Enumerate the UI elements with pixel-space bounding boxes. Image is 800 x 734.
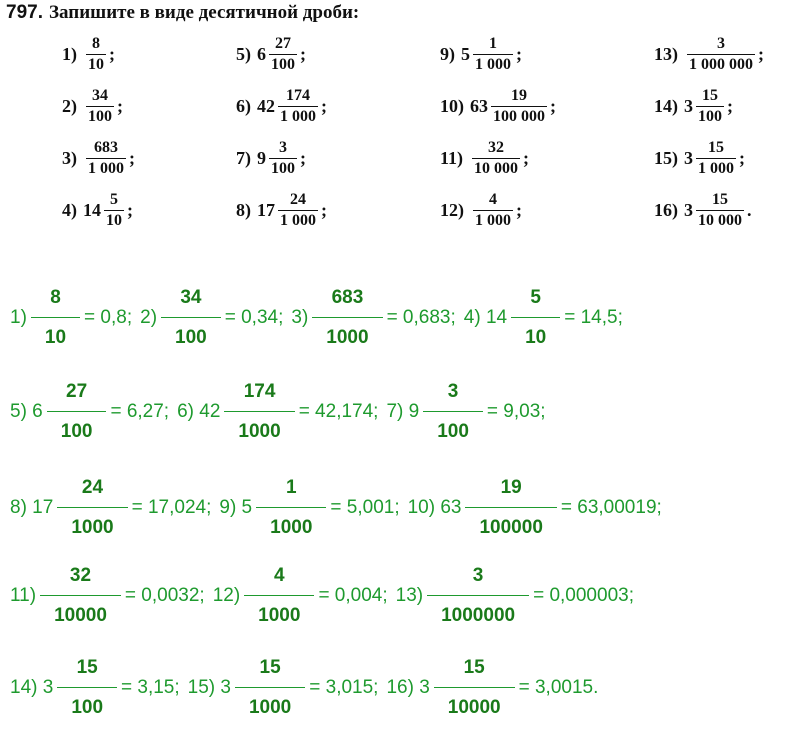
fraction-numerator: 5 — [110, 191, 118, 208]
task-label: 9) — [440, 44, 455, 64]
fraction-numerator: 174 — [286, 87, 310, 104]
task-label: 14) — [654, 96, 678, 116]
task-whole-part: 3 — [684, 96, 693, 116]
answer-prefix: 11) — [10, 584, 37, 606]
answer-item — [6, 658, 184, 717]
fraction-numerator: 8 — [92, 35, 100, 52]
task-label: 4) — [62, 200, 77, 220]
fraction-denominator: 1 000 — [88, 160, 124, 177]
task-item — [236, 140, 306, 177]
task-fraction — [278, 88, 318, 125]
task-item — [62, 36, 115, 73]
task-punct: ; — [129, 148, 135, 168]
answer-prefix: 7) 9 — [386, 400, 420, 422]
task-punct: ; — [109, 44, 115, 64]
fraction-denominator: 10 000 — [698, 212, 742, 229]
fraction-denominator: 100 — [47, 411, 107, 441]
task-fraction — [696, 88, 724, 125]
answer-item — [173, 382, 382, 441]
fraction-numerator: 15 — [463, 657, 485, 678]
fraction-denominator: 1000 — [235, 687, 305, 717]
task-item — [440, 192, 522, 229]
fraction-numerator: 24 — [81, 477, 104, 498]
fraction-numerator: 1 — [489, 35, 497, 52]
exercise-title: Запишите в виде десятичной дроби: — [48, 2, 360, 23]
fraction-denominator: 10 — [511, 317, 560, 347]
answer-item — [6, 566, 209, 625]
fraction-denominator: 100 000 — [493, 108, 545, 125]
fraction-denominator: 1 000 000 — [689, 56, 753, 73]
task-label: 15) — [654, 148, 678, 168]
answer-result: = 0,000003; — [533, 584, 634, 606]
answer-item — [287, 288, 459, 347]
task-label: 11) — [440, 148, 464, 168]
answer-result: = 0,34; — [224, 306, 284, 328]
fraction-numerator: 683 — [94, 139, 118, 156]
answer-prefix: 14) 3 — [10, 676, 54, 698]
task-item — [440, 88, 556, 125]
answer-fraction — [57, 658, 117, 717]
fraction-denominator: 1 000 — [475, 212, 511, 229]
answer-item — [392, 566, 638, 625]
answer-result: = 6,27; — [110, 400, 170, 422]
task-fraction — [687, 36, 755, 73]
task-fraction — [86, 88, 114, 125]
answer-fraction — [235, 658, 305, 717]
task-whole-part: 6 — [257, 44, 266, 64]
answer-prefix: 3) — [291, 306, 309, 328]
fraction-numerator: 174 — [243, 381, 276, 402]
answer-item — [215, 478, 403, 537]
task-fraction — [86, 36, 106, 73]
task-item — [654, 192, 752, 229]
fraction-denominator: 1000 — [312, 317, 382, 347]
fraction-numerator: 15 — [712, 191, 728, 208]
task-label: 6) — [236, 96, 251, 116]
fraction-numerator: 1 — [285, 477, 297, 498]
answer-prefix: 16) 3 — [386, 676, 430, 698]
answer-result: = 63,00019; — [560, 496, 662, 518]
task-item — [62, 88, 123, 125]
task-item — [654, 140, 745, 177]
answer-result: = 0,683; — [386, 306, 456, 328]
task-whole-part: 42 — [257, 96, 275, 116]
fraction-numerator: 4 — [489, 191, 497, 208]
answer-fraction — [161, 288, 221, 347]
fraction-numerator: 27 — [66, 381, 88, 402]
task-whole-part: 14 — [83, 200, 101, 220]
answer-prefix: 8) 17 — [10, 496, 54, 518]
task-punct: ; — [117, 96, 123, 116]
fraction-denominator: 10 000 — [474, 160, 519, 177]
task-label: 1) — [62, 44, 77, 64]
fraction-numerator: 32 — [488, 139, 505, 156]
answer-fraction — [434, 658, 515, 717]
answer-prefix: 13) — [395, 584, 424, 606]
task-label: 10) — [440, 96, 464, 116]
answer-result: = 0,004; — [318, 584, 388, 606]
fraction-denominator: 10000 — [434, 687, 515, 717]
answer-item — [6, 478, 215, 537]
answer-item — [382, 382, 549, 441]
answer-item — [136, 288, 287, 347]
answer-fraction — [423, 382, 483, 441]
task-fraction — [278, 192, 318, 229]
fraction-numerator: 32 — [69, 565, 92, 586]
fraction-numerator: 34 — [180, 287, 202, 308]
fraction-denominator: 1000 — [244, 595, 314, 625]
task-item — [654, 88, 733, 125]
task-punct: ; — [550, 96, 556, 116]
fraction-denominator: 1000 — [57, 507, 127, 537]
answer-item — [6, 288, 136, 347]
fraction-numerator: 4 — [274, 565, 285, 586]
fraction-numerator: 3 — [717, 35, 725, 52]
fraction-numerator: 8 — [50, 287, 61, 308]
fraction-numerator: 3 — [279, 139, 287, 156]
exercise-header — [6, 2, 359, 24]
task-fraction — [104, 192, 124, 229]
answer-item — [209, 566, 392, 625]
fraction-numerator: 34 — [92, 87, 108, 104]
fraction-denominator: 100 — [698, 108, 722, 125]
fraction-numerator: 24 — [290, 191, 306, 208]
fraction-numerator: 15 — [76, 657, 98, 678]
fraction-numerator: 19 — [500, 477, 522, 498]
fraction-denominator: 1000 — [224, 411, 294, 441]
fraction-denominator: 10 — [88, 56, 104, 73]
task-whole-part: 9 — [257, 148, 266, 168]
fraction-denominator: 100 — [88, 108, 112, 125]
task-fraction — [269, 140, 297, 177]
answer-result: = 5,001; — [330, 496, 400, 518]
task-label: 8) — [236, 200, 251, 220]
task-punct: ; — [727, 96, 733, 116]
task-item — [236, 36, 306, 73]
task-punct: ; — [523, 148, 530, 168]
task-label: 13) — [654, 44, 678, 64]
task-fraction — [491, 88, 547, 125]
answer-prefix: 6) 42 — [177, 400, 221, 422]
answer-result: = 0,8; — [84, 306, 133, 328]
answer-prefix: 1) — [10, 306, 27, 328]
task-label: 3) — [62, 148, 77, 168]
task-item — [236, 88, 327, 125]
fraction-denominator: 1 000 — [280, 108, 316, 125]
task-fraction — [269, 36, 297, 73]
fraction-numerator: 15 — [702, 87, 718, 104]
task-punct: ; — [127, 200, 133, 220]
fraction-denominator: 1 000 — [698, 160, 734, 177]
task-fraction — [86, 140, 126, 177]
task-fraction — [473, 192, 513, 229]
answer-fraction — [511, 288, 560, 347]
task-whole-part: 5 — [461, 44, 470, 64]
answer-item — [382, 658, 602, 717]
task-label: 16) — [654, 200, 678, 220]
task-fraction — [696, 140, 736, 177]
answer-fraction — [465, 478, 556, 537]
fraction-denominator: 100 — [161, 317, 221, 347]
task-label: 2) — [62, 96, 77, 116]
answer-item — [404, 478, 666, 537]
fraction-denominator: 100 — [423, 411, 483, 441]
answer-item — [460, 288, 627, 347]
answer-prefix: 2) — [140, 306, 158, 328]
task-item — [440, 140, 529, 177]
task-item — [62, 140, 135, 177]
task-punct: ; — [300, 44, 306, 64]
task-item — [654, 36, 764, 73]
task-punct: ; — [321, 200, 327, 220]
answer-fraction — [40, 566, 121, 625]
fraction-denominator: 1 000 — [475, 56, 511, 73]
answer-result: = 14,5; — [564, 306, 623, 328]
answer-fraction — [224, 382, 294, 441]
fraction-denominator: 100 — [271, 160, 295, 177]
task-punct: ; — [758, 44, 764, 64]
answer-prefix: 15) 3 — [187, 676, 231, 698]
task-label: 7) — [236, 148, 251, 168]
answer-fraction — [57, 478, 127, 537]
answer-prefix: 12) — [212, 584, 241, 606]
answer-prefix: 5) 6 — [10, 400, 43, 422]
answer-result: = 3,015; — [309, 676, 379, 698]
task-punct: ; — [321, 96, 327, 116]
fraction-denominator: 1 000 — [280, 212, 316, 229]
fraction-numerator: 15 — [708, 139, 724, 156]
fraction-denominator: 100000 — [465, 507, 556, 537]
answer-fraction — [244, 566, 314, 625]
task-whole-part: 17 — [257, 200, 275, 220]
fraction-denominator: 100 — [57, 687, 117, 717]
fraction-numerator: 15 — [259, 657, 281, 678]
fraction-denominator: 10 — [31, 317, 80, 347]
answer-result: = 42,174; — [298, 400, 379, 422]
answer-fraction — [312, 288, 382, 347]
answer-item — [184, 658, 383, 717]
fraction-denominator: 10000 — [40, 595, 121, 625]
task-label: 12) — [440, 200, 464, 220]
task-whole-part: 3 — [684, 148, 693, 168]
task-fraction — [696, 192, 744, 229]
fraction-numerator: 683 — [331, 287, 364, 308]
answer-result: = 9,03; — [486, 400, 546, 422]
answer-item — [6, 382, 173, 441]
fraction-numerator: 27 — [275, 35, 291, 52]
task-punct: ; — [516, 44, 522, 64]
fraction-denominator: 1000 — [256, 507, 326, 537]
task-whole-part: 3 — [684, 200, 693, 220]
fraction-numerator: 3 — [447, 381, 459, 402]
task-item — [236, 192, 327, 229]
task-punct: ; — [300, 148, 306, 168]
answer-result: = 17,024; — [131, 496, 212, 518]
answer-prefix: 10) 63 — [407, 496, 462, 518]
task-fraction — [473, 36, 513, 73]
task-punct: ; — [739, 148, 745, 168]
task-whole-part: 63 — [470, 96, 488, 116]
fraction-denominator: 100 — [271, 56, 295, 73]
fraction-denominator: 1000000 — [427, 595, 529, 625]
task-punct: . — [747, 200, 752, 220]
answer-result: = 0,0032; — [124, 584, 205, 606]
task-item — [440, 36, 522, 73]
task-fraction — [472, 140, 520, 177]
answer-prefix: 9) 5 — [219, 496, 253, 518]
answer-fraction — [427, 566, 529, 625]
fraction-numerator: 19 — [511, 87, 527, 104]
fraction-numerator: 3 — [472, 565, 484, 586]
task-item — [62, 192, 133, 229]
answer-result: = 3,15; — [121, 676, 180, 698]
fraction-denominator: 10 — [106, 212, 122, 229]
answer-fraction — [47, 382, 107, 441]
answer-fraction — [31, 288, 80, 347]
answer-result: = 3,0015. — [518, 676, 599, 698]
task-label: 5) — [236, 44, 251, 64]
exercise-number: 797. — [6, 2, 43, 23]
answer-fraction — [256, 478, 326, 537]
task-punct: ; — [516, 200, 522, 220]
fraction-numerator: 5 — [530, 287, 541, 308]
answer-prefix: 4) 14 — [463, 306, 508, 328]
